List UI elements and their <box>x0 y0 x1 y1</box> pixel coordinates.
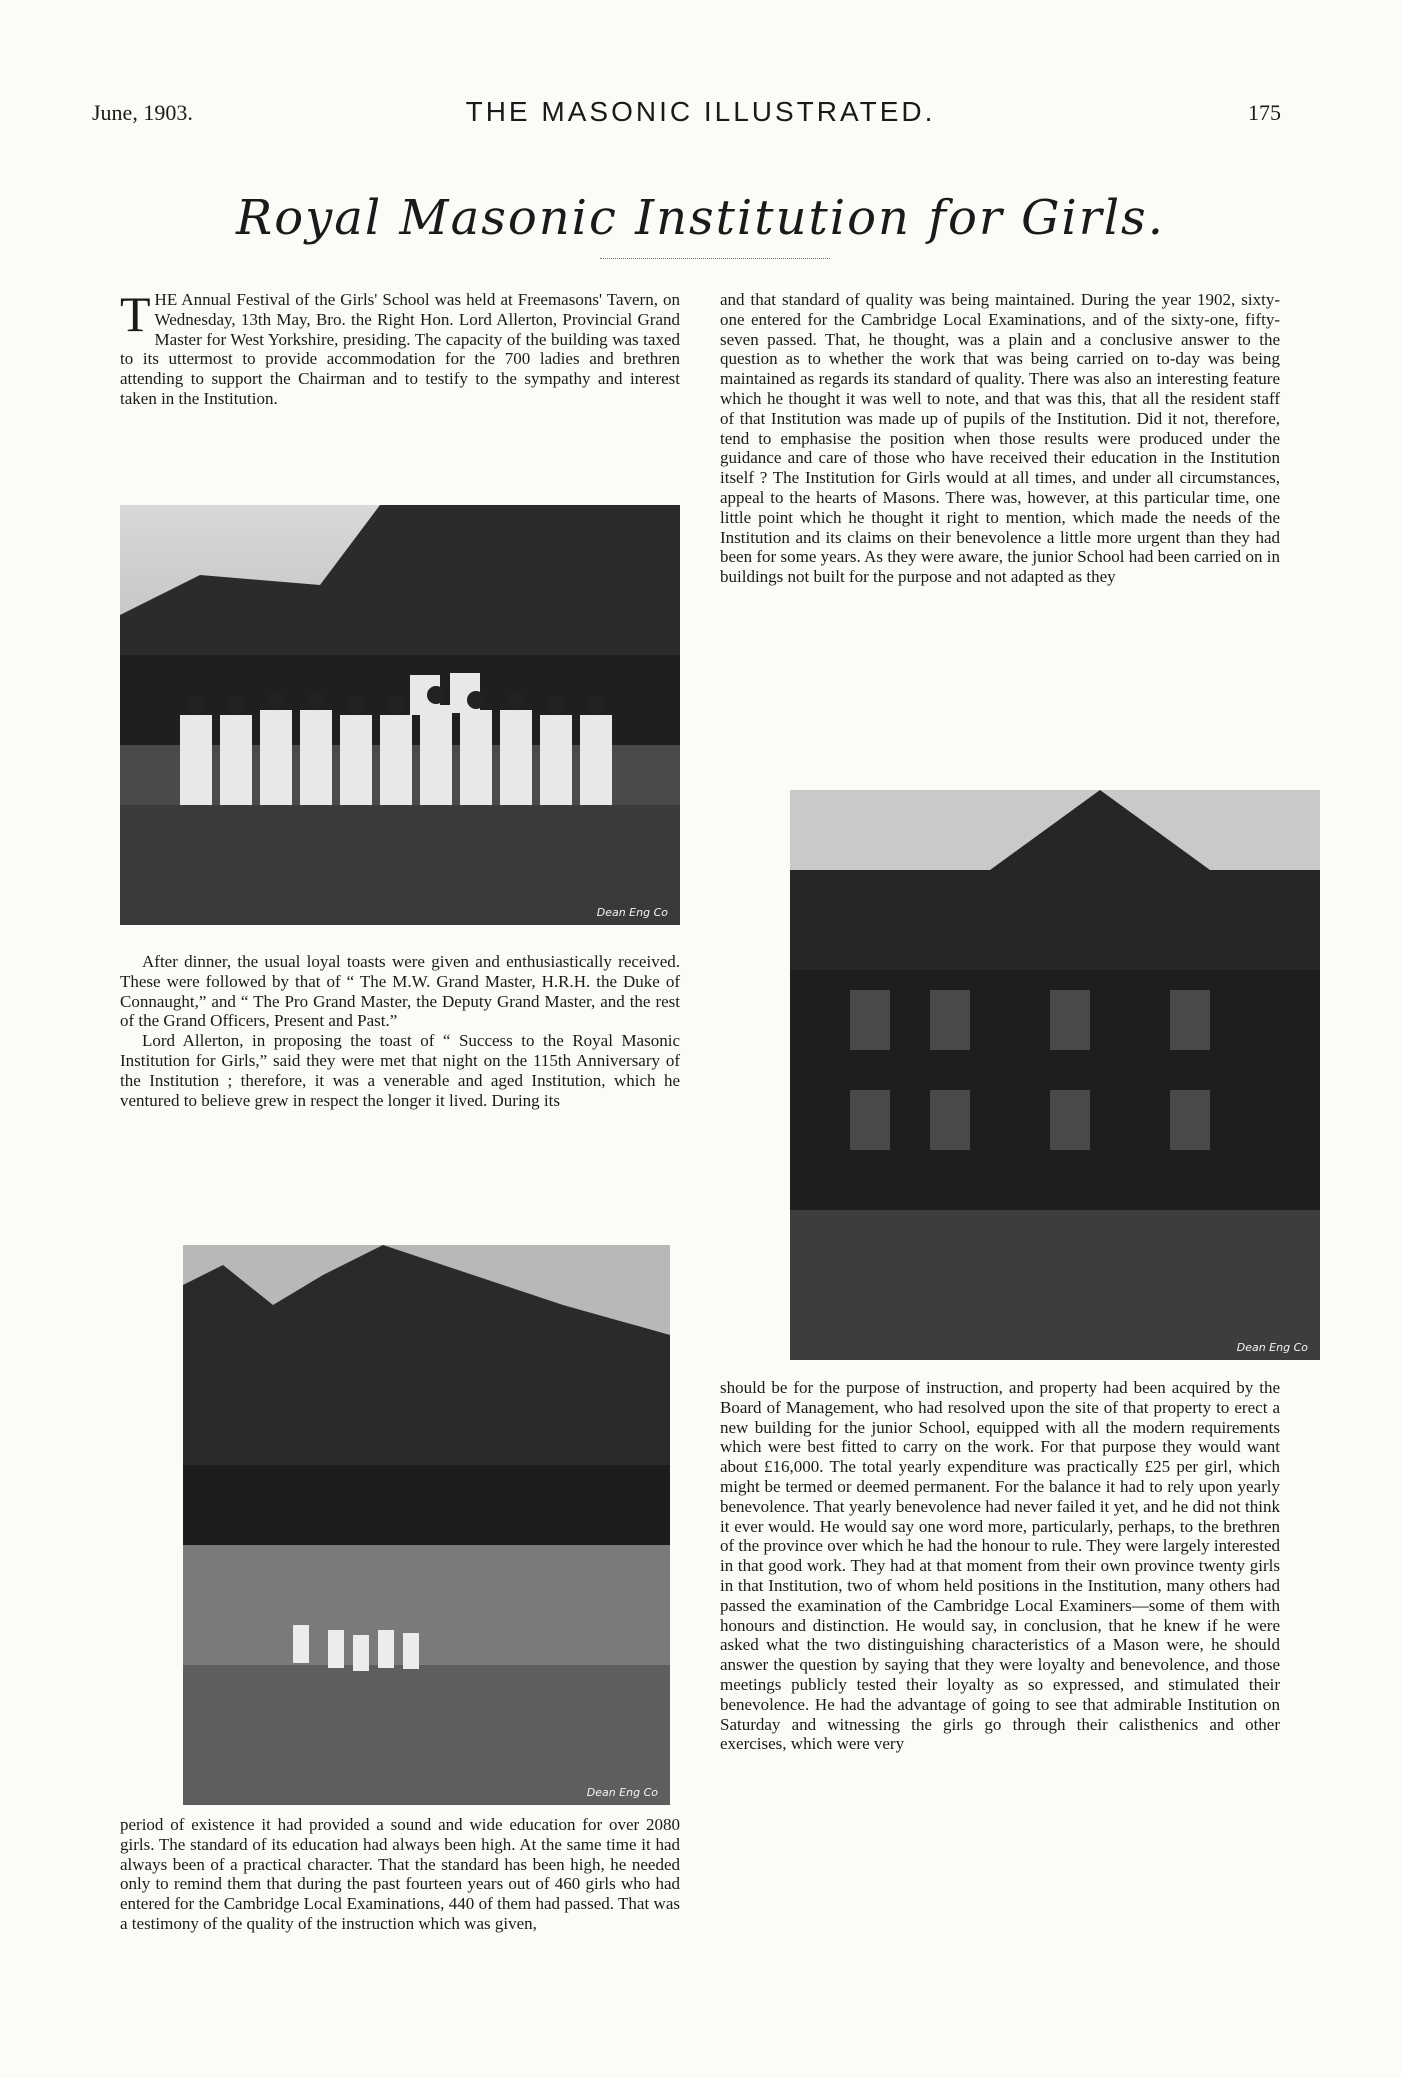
header-page-number: 175 <box>1248 100 1281 125</box>
right-column-bottom <box>720 1378 1280 1754</box>
paragraph: period of existence it had provided a sound and wide education for over 2080 girls. The standard of its education had always been high. At the same time it had always been of a practical character. That the standard has been high, he needed only to remind them that during the past fourteen years out of 460 girls who had entered for the Cambridge Local Examinations, 440 of them had passed. That was a testimony of the quality of the instruction which was given, <box>120 1815 680 1933</box>
photo-credit: Dean Eng Co <box>596 906 668 919</box>
photo-credit: Dean Eng Co <box>1236 1341 1308 1354</box>
header-title: THE MASONIC ILLUSTRATED. <box>465 96 936 127</box>
photo-girls-group-image <box>120 505 680 925</box>
header-date: June, 1903. <box>92 100 193 125</box>
paragraph: and that standard of quality was being maintained. During the year 1902, sixty-one entered for the Cambridge Local Examinations, and of the sixty-one, fifty-seven passed. That, he thought, was a plain and a conclusive answer to the question as to whether the work that was being carried on to-day was being maintained as regards its standard of quality. There was also an interesting feature which he thought it was well to note, and that was this, that all the resident staff of that Institution was made up of pupils of the Institution. Did it not, therefore, tend to emphasise the position when those results were produced under the guidance and care of those who have received their education in the Institution itself ? The Institution for Girls would at all times, and under all circumstances, appeal to the hearts of Masons. There was, however, at this particular time, one little point which he thought it right to mention, which made the needs of the Institution and its claims on their benevolence a little more urgent than they had been for some years. As they were aware, the junior School had been carried on in buildings not built for the purpose and not adapted as they <box>720 290 1280 587</box>
photo-school-building <box>790 790 1320 1360</box>
photo-school-grounds-image <box>183 1245 670 1805</box>
paragraph: After dinner, the usual loyal toasts were given and enthusiastically received. These were followed by that of “ The M.W. Grand Master, H.R.H. the Duke of Connaught,” and “ The Pro Grand Master, the Deputy Grand Master, and the rest of the Grand Officers, Present and Past.” <box>120 952 680 1031</box>
photo-school-building-image <box>790 790 1320 1360</box>
left-column-middle <box>120 952 680 1110</box>
paragraph: should be for the purpose of instruction, and property had been acquired by the Board of Management, who had resolved upon the site of that property to erect a new building for the junior School, equipped with all the modern requirements which were best fitted to carry on the work. For that purpose they would want about £16,000. The total yearly expenditure was practically £25 per girl, which might be termed or deemed permanent. For the balance it had to rely upon yearly benevolence. That yearly benevolence had never failed it yet, and he did not think it ever would. He would say one word more, particularly, perhaps, to the brethren of the province over which he had the honour to rule. They were largely interested in that good work. They had at that moment from their own province twenty girls in that Institution, two of whom held positions in the Institution, many others had passed the examination of the Cambridge Local Examiners—some of them with honours and distinction. He would say, in conclusion, that he knew if he were asked what the two distinguishing characteristics of a Mason were, he should answer the question by saying that they were loyalty and benevolence, and those meetings publicly tested their loyalty as so expressed, and stimulated their benevolence. He had the advantage of going to see that admirable Institution on Saturday and witnessing the girls go through their calisthenics and other exercises, which were very <box>720 1378 1280 1754</box>
paragraph: Lord Allerton, in proposing the toast of “ Success to the Royal Masonic Institution for Girls,” said they were met that night on the 115th Anniversary of the Institution ; therefore, it was a venerable and aged Institution, which he ventured to believe grew in respect the longer it lived. During its <box>120 1031 680 1110</box>
article-title: Royal Masonic Institution for Girls. <box>236 190 1165 246</box>
photo-girls-group <box>120 505 680 925</box>
photo-school-grounds <box>183 1245 670 1805</box>
title-rule <box>600 258 830 259</box>
right-column-top <box>720 290 1280 587</box>
intro-text: HE Annual Festival of the Girls' School was held at Freemasons' Tavern, on Wednesday, 13th May, Bro. the Right Hon. Lord Allerton, Provincial Grand Master for West Yorkshire, presiding. The capacity of the building was taxed to its uttermost to provide accommodation for the 700 ladies and brethren attending to support the Chairman and to testify to the sympathy and interest taken in the Institution. <box>120 290 680 408</box>
left-column-bottom <box>120 1815 680 1934</box>
intro-paragraph <box>120 286 680 409</box>
photo-credit: Dean Eng Co <box>586 1786 658 1799</box>
drop-cap: T <box>120 286 151 342</box>
